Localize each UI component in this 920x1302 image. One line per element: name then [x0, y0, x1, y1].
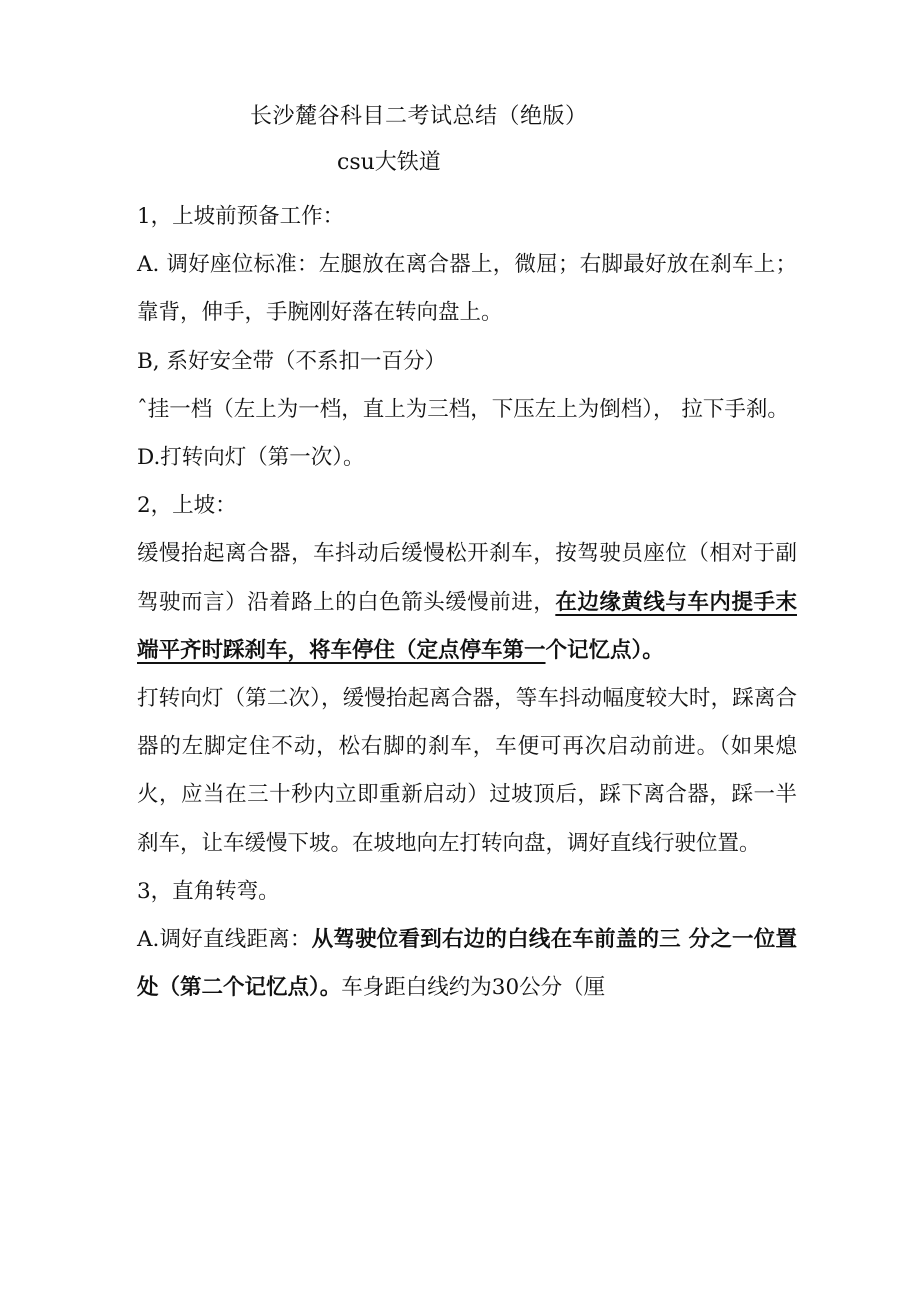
section-1-item-a: A. 调好座位标准：左腿放在离合器上，微屈；右脚最好放在刹车上；靠背，伸手，手腕刚好落在转向盘上。 — [137, 252, 797, 326]
section-3-item-a — [137, 916, 797, 1012]
section-3-a-plain: 车身距白线约为30公分（厘 — [341, 975, 606, 1001]
section-2-p1-emphasis-underlined: 在边缘黄线与车内提手末端平齐时踩刹车，将车停住（定点停车第一 — [137, 589, 797, 663]
document-body — [137, 193, 797, 1012]
section-3-a-label: A.调好直线距离： — [137, 927, 312, 953]
section-1-item-c: ˆ挂一档（左上为一档，直上为三档，下压左上为倒档）， 拉下手刹。 — [137, 396, 789, 422]
section-2-p1-emphasis-bold: 个记忆点）。 — [545, 637, 664, 663]
section-2-p1-plain: 缓慢抬起离合器，车抖动后缓慢松开刹车，按驾驶员座位（相对于副驾驶而言）沿着路上的白色箭头缓慢前进， — [137, 541, 797, 615]
document-author: csu大铁道 — [337, 150, 441, 175]
section-3-a-bold: 从驾驶位看到右边的白线在车前盖的三 分之一位置处（第二个记忆点）。 — [137, 927, 797, 1001]
section-2-paragraph-1 — [137, 530, 797, 675]
section-1-item-b: B, 系好安全带（不系扣一百分） — [137, 348, 446, 374]
section-1-item-d: D.打转向灯（第一次）。 — [137, 445, 365, 471]
section-2-heading: 2，上坡： — [137, 493, 237, 519]
section-2-paragraph-2: 打转向灯（第二次），缓慢抬起离合器，等车抖动幅度较大时，踩离合器的左脚定住不动，松右脚的刹车，车便可再次启动前进。（如果熄火，应当在三十秒内立即重新启动）过坡顶后，踩下离合器，踩一半刹车，让车缓慢下坡。在坡地向左打转向盘，调好直线行驶位置。 — [137, 686, 797, 856]
section-1-heading: 1，上坡前预备工作： — [137, 204, 345, 229]
document-title: 长沙麓谷科目二考试总结（绝版） — [250, 104, 588, 129]
section-3-heading: 3，直角转弯。 — [137, 878, 280, 904]
